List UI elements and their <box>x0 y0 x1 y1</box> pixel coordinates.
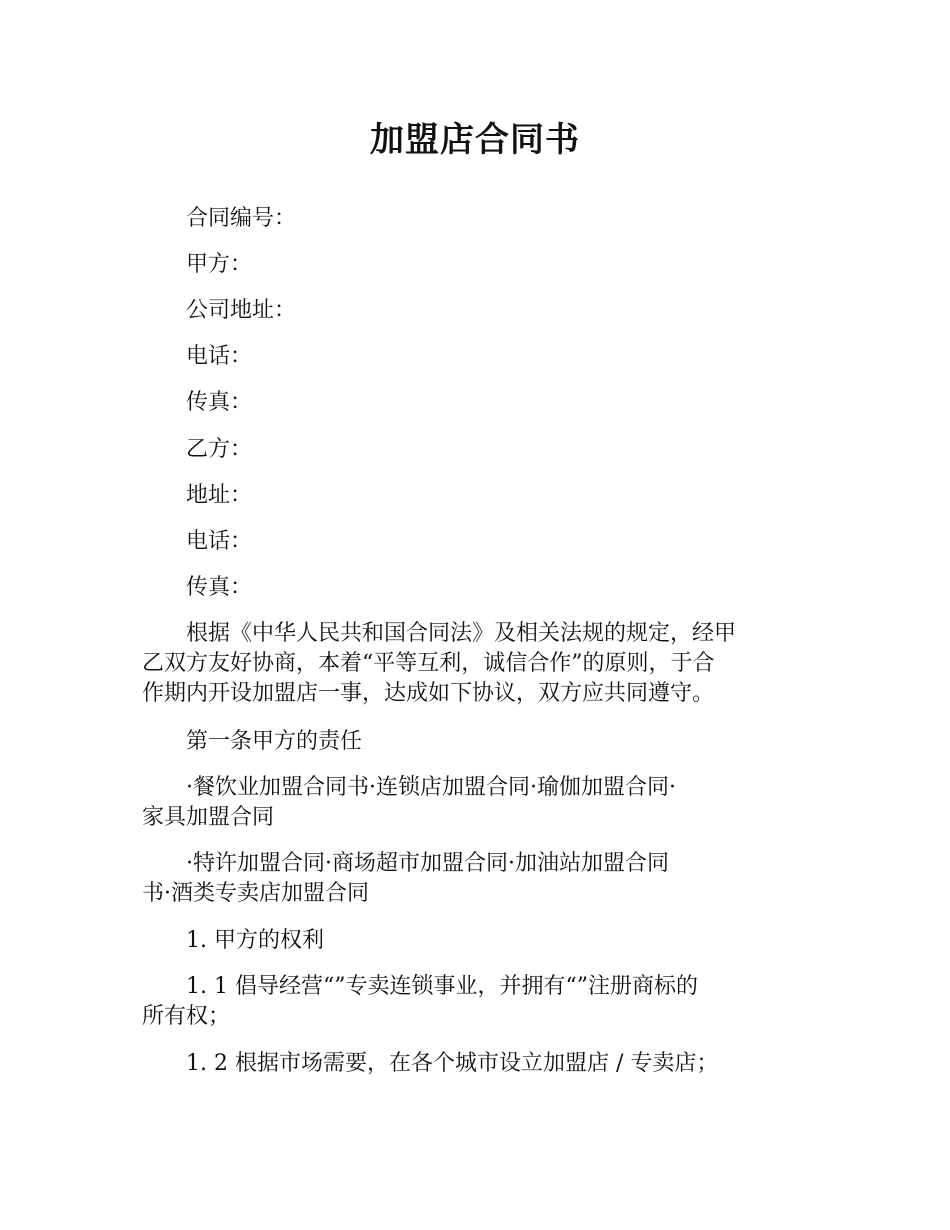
field-address-b: 地址： <box>186 483 253 508</box>
related-links-line[interactable]: 家具加盟合同 <box>142 805 275 830</box>
field-party-b: 乙方： <box>186 437 253 462</box>
clause-1-2: 1. 2 根据市场需要，在各个城市设立加盟店 / 专卖店； <box>186 1051 719 1076</box>
intro-line: 乙双方友好协商，本着“平等互利，诚信合作”的原则，于合 <box>142 651 715 676</box>
page-title: 加盟店合同书 <box>370 120 580 160</box>
related-links-1 <box>142 773 822 833</box>
field-company-address: 公司地址： <box>186 298 297 323</box>
field-fax-b: 传真： <box>186 575 253 600</box>
article-heading: 第一条甲方的责任 <box>186 729 363 754</box>
intro-line: 作期内开设加盟店一事，达成如下协议，双方应共同遵守。 <box>142 681 715 706</box>
clause-line: 1. 1 倡导经营“”专卖连锁事业，并拥有“”注册商标的 <box>186 974 698 999</box>
field-party-a: 甲方： <box>186 252 253 277</box>
field-phone-a: 电话： <box>186 344 253 369</box>
clause-line: 所有权； <box>142 1004 231 1029</box>
related-links-line[interactable]: ·餐饮业加盟合同书·连锁店加盟合同·瑜伽加盟合同· <box>186 775 676 800</box>
intro-paragraph <box>142 619 822 709</box>
clause-1-1 <box>142 972 822 1032</box>
related-links-line[interactable]: 书·酒类专卖店加盟合同 <box>142 881 369 906</box>
related-links-2 <box>142 849 822 909</box>
related-links-line[interactable]: ·特许加盟合同·商场超市加盟合同·加油站加盟合同 <box>186 851 669 876</box>
section-heading: 1. 甲方的权利 <box>186 928 324 953</box>
field-fax-a: 传真： <box>186 390 253 415</box>
field-contract-number: 合同编号： <box>186 206 297 231</box>
intro-line: 根据《中华人民共和国合同法》及相关法规的规定，经甲 <box>186 621 737 646</box>
field-phone-b: 电话： <box>186 529 253 554</box>
